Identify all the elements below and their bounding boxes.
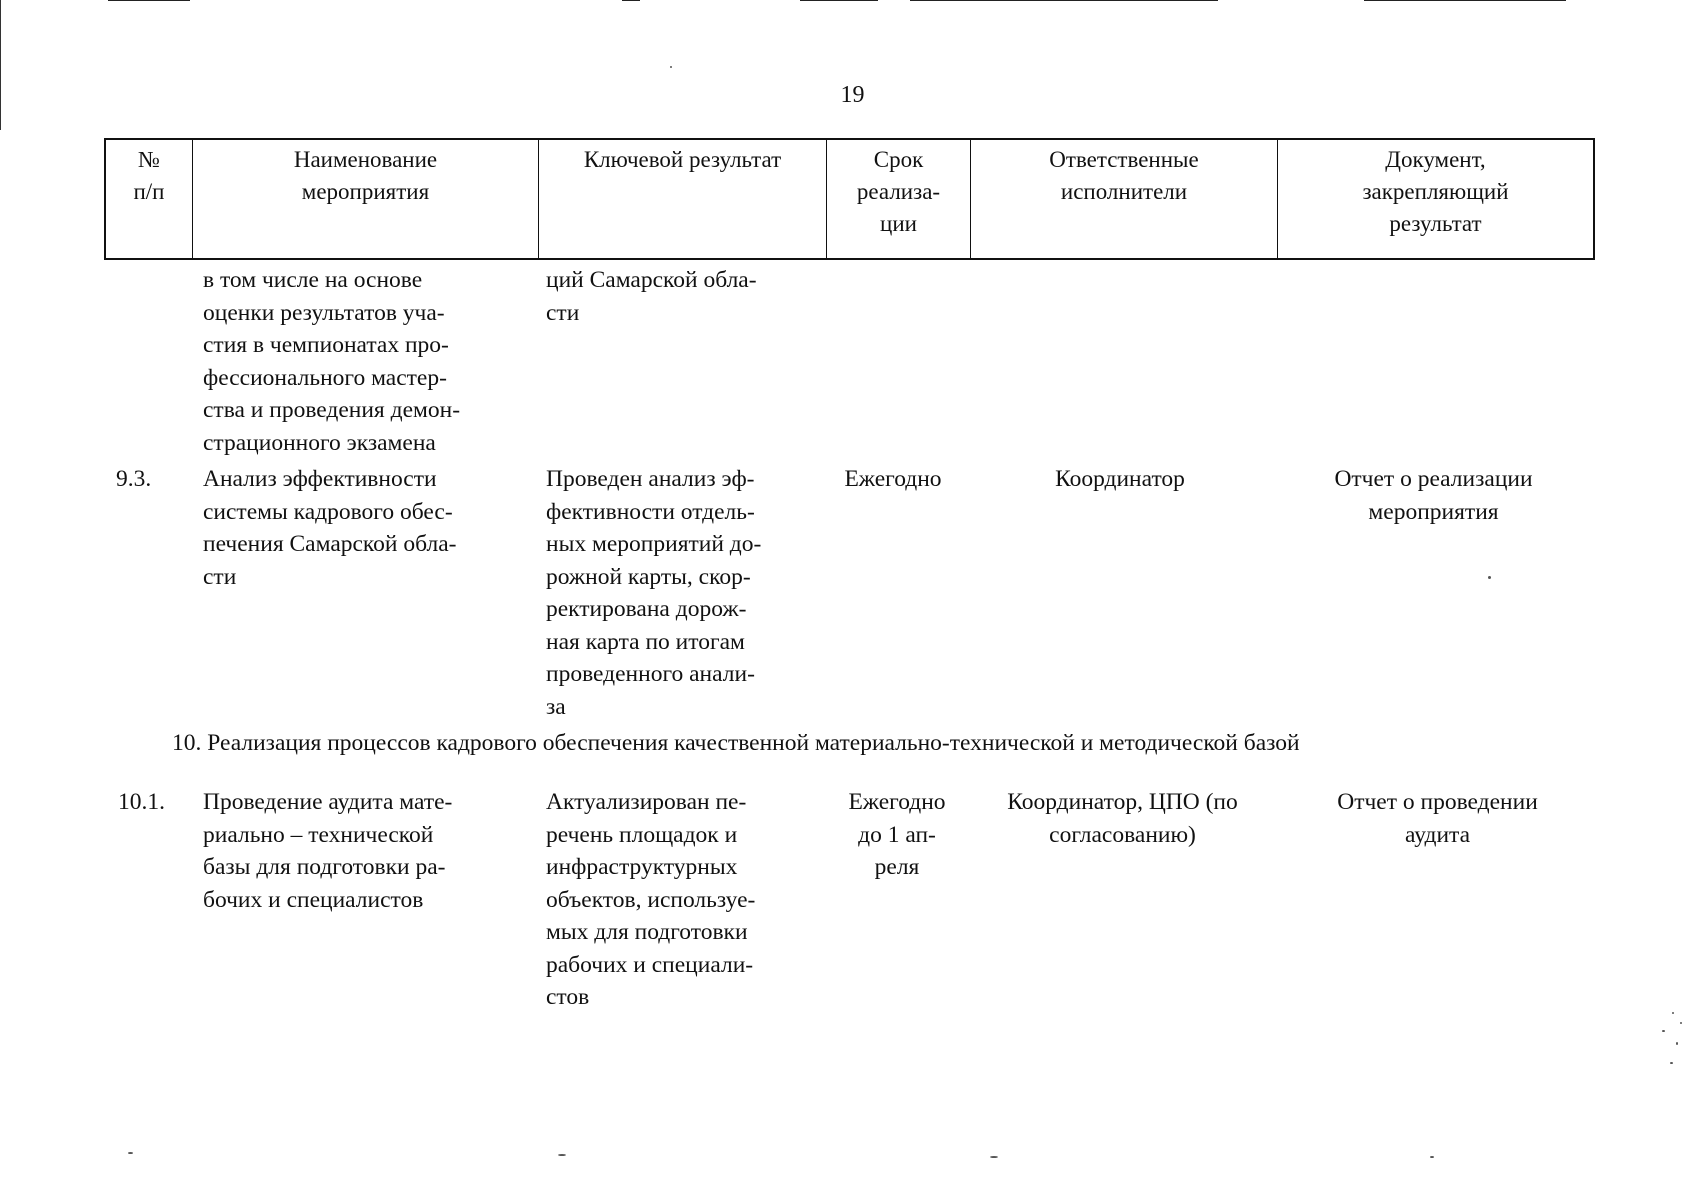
header-number: № п/п <box>106 140 193 258</box>
header-event-name: Наименование мероприятия <box>193 140 539 258</box>
table-header <box>104 138 1595 260</box>
row-9-3-name: Анализ эффективности системы кадрового обес- печения Самарской обла- сти <box>203 466 457 590</box>
row-9-3-number: 9.3. <box>116 466 152 492</box>
row-10-1-number: 10.1. <box>118 789 165 815</box>
continuation-result: ций Самарской обла- сти <box>546 267 757 326</box>
scan-speck <box>1676 1042 1678 1045</box>
row-10-1-name: Проведение аудита мате- риально – технической базы для подготовки ра- бочих и специалистов <box>203 789 453 913</box>
row-9-3-result: Проведен анализ эф- фективности отдель- ных мероприятий до- рожной карты, скор- ректирована дорож- ная карта по итогам проведенного анали- за <box>546 466 762 720</box>
header-term: Срок реализа- ции <box>827 140 971 258</box>
row-10-1-result: Актуализирован пе- речень площадок и инфраструктурных объектов, используе- мых для подготовки рабочих и специали- стов <box>546 789 756 1010</box>
scan-edge-line <box>0 0 1 130</box>
scan-speck <box>1662 1030 1665 1032</box>
page-number: 19 <box>840 82 865 108</box>
row-9-3-document: Отчет о реализации мероприятия <box>1334 466 1533 525</box>
row-10-1-responsible: Координатор, ЦПО (по согласованию) <box>1007 789 1238 848</box>
scan-artifact-line <box>800 0 878 1</box>
section-10-title: 10. Реализация процессов кадрового обеспечения качественной материально-технической и методической базой <box>172 730 1300 756</box>
scan-artifact-line <box>622 0 640 1</box>
scan-artifact-line <box>910 0 1218 1</box>
row-9-3-term: Ежегодно <box>844 466 942 492</box>
header-key-result: Ключевой результат <box>539 140 827 258</box>
scan-artifact-line <box>1364 0 1566 1</box>
continuation-name: в том числе на основе оценки результатов уча- стия в чемпионатах про- фессионального мастер- ства и проведения демон- страционного экзамена <box>203 267 461 456</box>
scan-speck <box>670 66 672 68</box>
row-9-3-responsible: Координатор <box>1055 466 1185 492</box>
scan-speck <box>1430 1156 1434 1158</box>
header-document: Документ, закрепляющий результат <box>1362 147 1509 236</box>
scan-speck <box>128 1152 133 1154</box>
scan-speck <box>990 1156 998 1158</box>
scan-speck <box>1680 1022 1682 1024</box>
header-responsible: Ответственные исполнители <box>971 140 1278 258</box>
scan-speck <box>1672 1012 1674 1014</box>
scan-speck <box>1488 576 1491 579</box>
scan-speck <box>558 1154 566 1156</box>
scan-artifact-line <box>108 0 190 1</box>
row-10-1-document: Отчет о проведении аудита <box>1337 789 1538 848</box>
scan-speck <box>1670 1062 1673 1064</box>
row-10-1-term: Ежегодно до 1 ап- реля <box>848 789 946 880</box>
